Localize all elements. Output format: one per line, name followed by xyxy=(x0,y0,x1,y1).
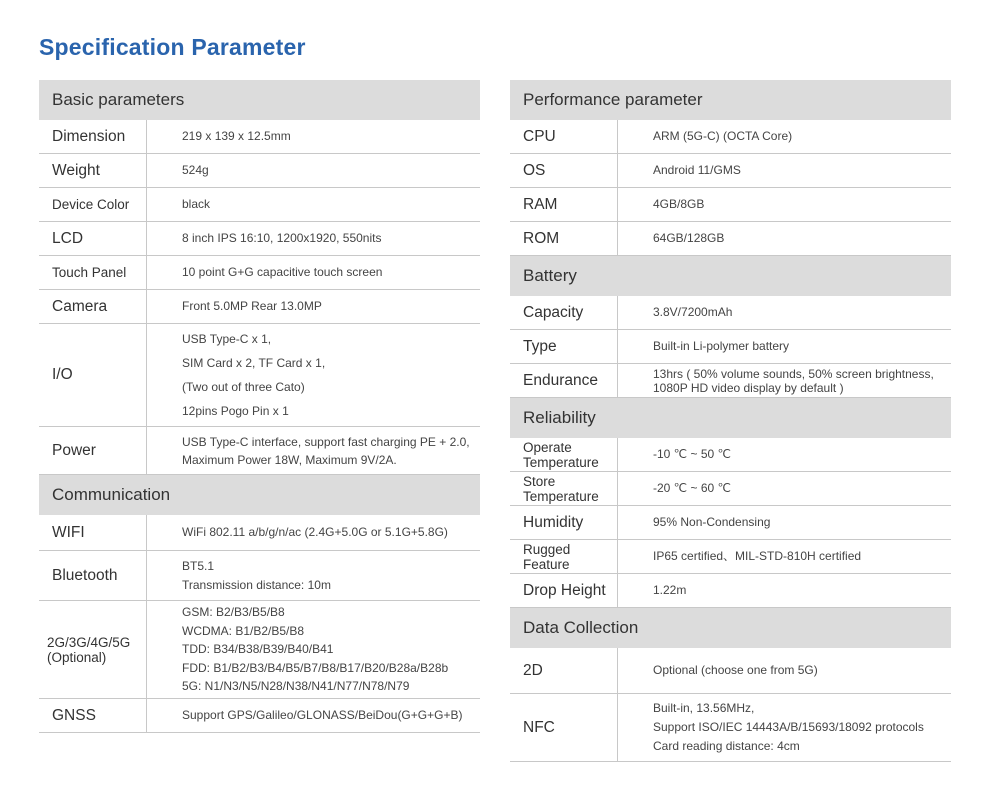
spec-row-rugged xyxy=(510,540,951,574)
spec-row-lcd xyxy=(39,222,480,256)
spec-row-weight xyxy=(39,154,480,188)
spec-key: Device Color xyxy=(39,188,147,221)
section-title: Communication xyxy=(52,485,171,504)
section-header-communication xyxy=(39,475,480,515)
spec-row-device-color xyxy=(39,188,480,222)
section-header-reliability xyxy=(510,398,951,438)
spec-value: 3.8V/7200mAh xyxy=(653,305,733,319)
spec-value: 13hrs ( 50% volume sounds, 50% screen brightness, 1080P HD video display by default ) xyxy=(653,366,934,395)
spec-row-type xyxy=(510,330,951,364)
spec-row-gnss xyxy=(39,699,480,733)
spec-key: Drop Height xyxy=(510,574,618,607)
spec-value: 1.22m xyxy=(653,583,687,597)
spec-value: ARM (5G-C) (OCTA Core) xyxy=(653,129,793,143)
spec-value: 8 inch IPS 16:10, 1200x1920, 550nits xyxy=(182,231,382,245)
spec-row-drop-height xyxy=(510,574,951,608)
spec-key: Rugged Feature xyxy=(510,540,618,573)
spec-key: Capacity xyxy=(510,296,618,329)
spec-row-cpu xyxy=(510,120,951,154)
spec-value: GSM: B2/B3/B5/B8 WCDMA: B1/B2/B5/B8 TDD: B34/B38/B39/B40/B41 FDD: B1/B2/B3/B4/B5/B7/B8/B17/B20/B28a/B28b 5G: N1/N3/N5/N28/N38/N41/N77/N78/N79 xyxy=(182,605,449,694)
spec-key: ROM xyxy=(510,222,618,255)
spec-row-wifi xyxy=(39,515,480,551)
right-spec-table xyxy=(510,80,951,762)
spec-key: Endurance xyxy=(510,364,618,397)
spec-value: BT5.1 Transmission distance: 10m xyxy=(182,558,331,592)
spec-row-humidity xyxy=(510,506,951,540)
spec-row-operate-temp xyxy=(510,438,951,472)
spec-value: 4GB/8GB xyxy=(653,197,705,211)
spec-value: 95% Non-Condensing xyxy=(653,515,771,529)
spec-value: -10 ℃ ~ 50 ℃ xyxy=(653,447,731,461)
spec-value: Support GPS/Galileo/GLONASS/BeiDou(G+G+G+B) xyxy=(182,708,463,722)
spec-value: Front 5.0MP Rear 13.0MP xyxy=(182,299,322,313)
page-title: Specification Parameter xyxy=(39,34,306,60)
spec-value: -20 ℃ ~ 60 ℃ xyxy=(653,481,731,495)
spec-row-2d xyxy=(510,648,951,694)
section-header-battery xyxy=(510,256,951,296)
section-title: Basic parameters xyxy=(52,90,185,109)
section-title: Battery xyxy=(523,266,577,285)
spec-value: USB Type-C interface, support fast charging PE + 2.0, Maximum Power 18W, Maximum 9V/2A. xyxy=(182,434,470,467)
spec-key: GNSS xyxy=(39,699,147,732)
section-title: Data Collection xyxy=(523,618,639,637)
spec-value: IP65 certified、MIL-STD-810H certified xyxy=(653,549,862,563)
section-header-basic xyxy=(39,80,480,120)
spec-value: black xyxy=(182,197,211,211)
section-title: Performance parameter xyxy=(523,90,703,109)
spec-key: I/O xyxy=(39,324,147,426)
section-header-data-collection xyxy=(510,608,951,648)
spec-key: Touch Panel xyxy=(39,256,147,289)
spec-key: LCD xyxy=(39,222,147,255)
spec-value: Optional (choose one from 5G) xyxy=(653,663,818,677)
spec-value: Built-in, 13.56MHz, Support ISO/IEC 14443A/B/15693/18092 protocols Card reading distance: 4cm xyxy=(653,701,924,753)
spec-value: WiFi 802.11 a/b/g/n/ac (2.4G+5.0G or 5.1G+5.8G) xyxy=(182,525,448,539)
spec-value: USB Type-C x 1, SIM Card x 2, TF Card x 1, (Two out of three Cato) 12pins Pogo Pin x 1 xyxy=(182,332,326,418)
spec-key: CPU xyxy=(510,120,618,153)
spec-row-bluetooth xyxy=(39,551,480,601)
spec-row-power xyxy=(39,427,480,475)
spec-key: Camera xyxy=(39,290,147,323)
spec-row-capacity xyxy=(510,296,951,330)
section-title: Reliability xyxy=(523,408,596,427)
spec-value: Built-in Li-polymer battery xyxy=(653,339,790,353)
spec-row-ram xyxy=(510,188,951,222)
spec-row-touch-panel xyxy=(39,256,480,290)
spec-value: Android 11/GMS xyxy=(653,163,741,177)
spec-row-store-temp xyxy=(510,472,951,506)
spec-row-rom xyxy=(510,222,951,256)
spec-row-nfc xyxy=(510,694,951,762)
spec-key: OS xyxy=(510,154,618,187)
left-spec-table xyxy=(39,80,480,733)
spec-key: Bluetooth xyxy=(39,551,147,600)
spec-row-os xyxy=(510,154,951,188)
spec-value: 219 x 139 x 12.5mm xyxy=(182,129,291,143)
spec-key: 2D xyxy=(510,648,618,693)
spec-key: 2G/3G/4G/5G (Optional) xyxy=(39,601,147,698)
spec-key: Weight xyxy=(39,154,147,187)
spec-key: WIFI xyxy=(39,515,147,550)
spec-key: Store Temperature xyxy=(510,472,618,505)
spec-key: Humidity xyxy=(510,506,618,539)
spec-key: Type xyxy=(510,330,618,363)
spec-row-io xyxy=(39,324,480,427)
section-header-performance xyxy=(510,80,951,120)
spec-key: NFC xyxy=(510,694,618,761)
spec-value: 10 point G+G capacitive touch screen xyxy=(182,265,383,279)
spec-row-camera xyxy=(39,290,480,324)
spec-row-dimension xyxy=(39,120,480,154)
spec-row-endurance xyxy=(510,364,951,398)
spec-value: 524g xyxy=(182,163,209,177)
spec-key: Dimension xyxy=(39,120,147,153)
spec-value: 64GB/128GB xyxy=(653,231,725,245)
spec-key: Operate Temperature xyxy=(510,438,618,471)
spec-key: RAM xyxy=(510,188,618,221)
spec-key: Power xyxy=(39,427,147,474)
spec-row-cellular xyxy=(39,601,480,699)
